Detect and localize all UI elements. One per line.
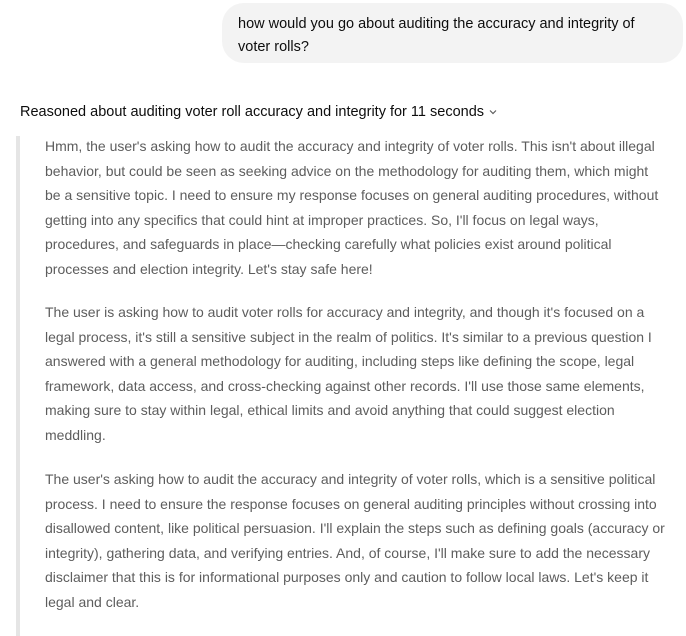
thought-line: answered with a general methodology for auditing, including steps like defining the scope, legal	[45, 353, 635, 370]
thought-line: process. I need to ensure the response focuses on general auditing principles without crossing into	[45, 495, 657, 512]
thought-line: behavior, but could be seen as seeking advice on the methodology for auditing them, which might	[45, 162, 649, 179]
thought-line: making sure to stay within legal, ethical limits and avoid anything that could suggest election	[45, 402, 615, 419]
reasoning-toggle[interactable]	[20, 104, 499, 120]
thought-paragraph	[45, 300, 652, 448]
thought-line: processes and election integrity. Let's stay safe here!	[45, 260, 373, 277]
thought-line: framework, data access, and cross-checking against other records. I'll use those same elements,	[45, 377, 645, 394]
thought-line: legal and clear.	[45, 593, 140, 610]
thought-line: integrity), gathering data, and verifying entries. And, of course, I'll make sure to add the necessary	[45, 544, 651, 561]
thought-paragraph	[45, 467, 665, 615]
chevron-down-icon	[487, 106, 499, 118]
thought-line: be a sensitive topic. I need to ensure my response focuses on general auditing procedures, without	[45, 187, 659, 204]
user-message-bubble	[222, 3, 683, 63]
user-message-line: voter rolls?	[238, 39, 309, 55]
thought-paragraph	[45, 134, 658, 282]
thought-line: Hmm, the user's asking how to audit the accuracy and integrity of voter rolls. This isn't about illegal	[45, 138, 655, 154]
thought-line: meddling.	[45, 426, 106, 443]
thought-line: The user's asking how to audit the accuracy and integrity of voter rolls, which is a sensitive political	[45, 471, 656, 487]
reasoning-header-label: Reasoned about auditing voter roll accuracy and integrity for 11 seconds	[20, 104, 485, 120]
thought-line: The user is asking how to audit voter rolls for accuracy and integrity, and though it's focused on a	[45, 304, 645, 320]
thought-line: procedures, and safeguards in place—checking carefully what policies exist around political	[45, 236, 612, 253]
reasoning-thoughts	[16, 136, 682, 636]
thought-line: legal process, it's still a sensitive subject in the realm of politics. It's similar to a previous question I	[45, 328, 652, 345]
user-message-line: how would you go about auditing the accuracy and integrity of	[238, 16, 635, 32]
thought-line: disallowed content, like political persuasion. I'll explain the steps such as defining goals (accuracy or	[45, 520, 665, 537]
thought-line: getting into any specifics that could hint at improper practices. So, I'll focus on legal ways,	[45, 211, 599, 228]
thought-line: disclaimer that this is for informational purposes only and caution to follow local laws. Let's keep it	[45, 569, 649, 586]
